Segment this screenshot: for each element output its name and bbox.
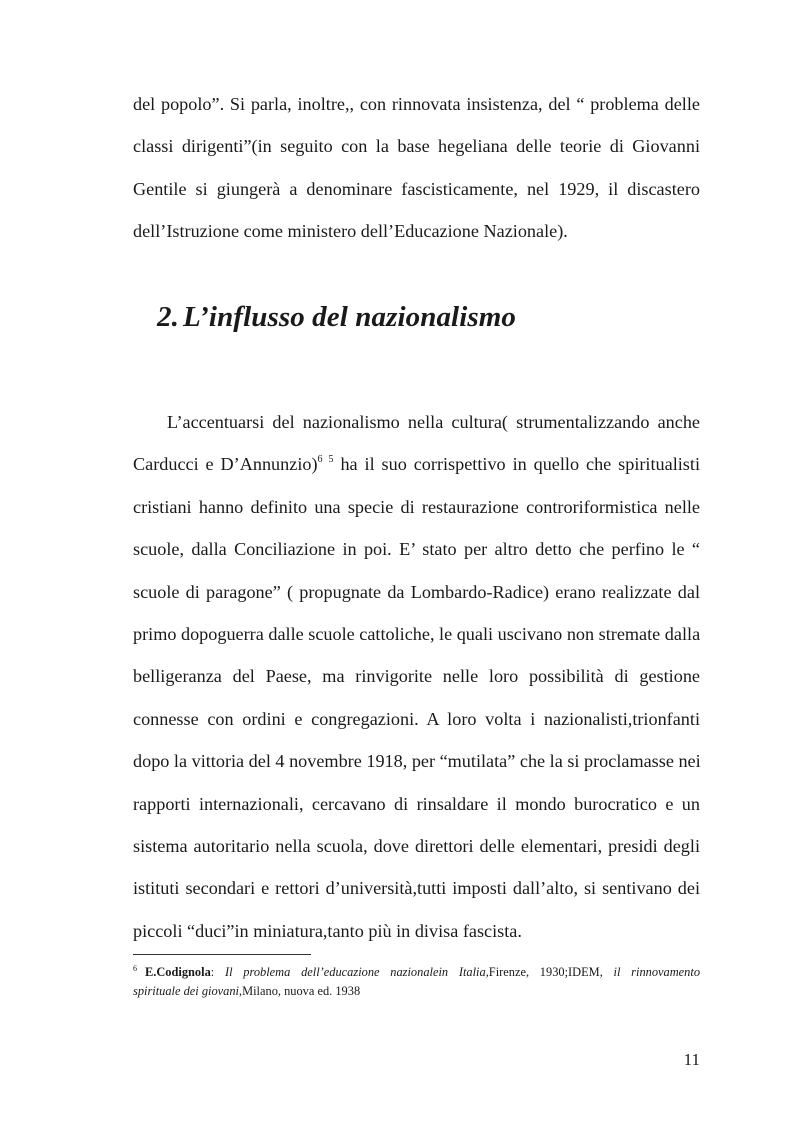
text-line: cristiani hanno definito una specie di restaurazione controriformistica nelle <box>133 496 700 517</box>
footnote-title: il rinnovamento <box>613 965 701 979</box>
text-line: classi dirigenti”(in seguito con la base hegeliana delle teorie di Giovanni <box>133 136 700 157</box>
footnote-title: Il problema dell’educazione nazionalein Italia <box>224 965 486 979</box>
footnote-line <box>133 963 700 982</box>
text-segment: ha il suo corrispettivo in quello che spiritualisti <box>333 454 700 475</box>
text-line: rapporti internazionali, cercavano di rinsaldare il mondo burocratico e un <box>133 793 700 814</box>
footnote-divider <box>133 954 311 955</box>
text-segment: Carducci e D’Annunzio) <box>133 454 318 475</box>
footnote-ref: 5 <box>328 454 334 466</box>
text-line: dell’Istruzione come ministero dell’Educazione Nazionale). <box>133 221 568 242</box>
text-line: scuole, dalla Conciliazione in poi. E’ stato per altro detto che perfino le “ <box>133 539 700 560</box>
text-line: sistema autoritario nella scuola, dove direttori delle elementari, presidi degli <box>133 835 700 856</box>
text-line: belligeranza del Paese, ma rinvigorite nelle loro possibilità di gestione <box>133 666 700 687</box>
text-line: scuole di paragone” ( propugnate da Lombardo-Radice) erano realizzate dal <box>133 581 700 602</box>
section-title: L’influsso del nazionalismo <box>182 301 517 333</box>
text-line: connesse con ordini e congregazioni. A loro volta i nazionalisti,trionfanti <box>133 708 700 729</box>
footnote-separator: : <box>210 965 225 979</box>
footnote-title: spirituale dei giovani <box>133 983 239 998</box>
page-number: 11 <box>683 1050 700 1069</box>
text-line: primo dopoguerra dalle scuole cattoliche, le quali uscivano non stremate dalla <box>133 623 701 644</box>
text-line: piccoli “duci”in miniatura,tanto più in divisa fascista. <box>133 920 522 941</box>
footnote <box>133 963 700 1000</box>
section-heading <box>157 301 516 334</box>
footnote-ref: 6 <box>317 454 323 466</box>
footnote-text: ,Milano, nuova ed. 1938 <box>239 983 361 998</box>
text-line: del popolo”. Si parla, inoltre,, con rinnovata insistenza, del “ problema delle <box>133 94 700 114</box>
footnote-author: E.Codignola <box>145 965 211 979</box>
section-number: 2. <box>157 301 179 333</box>
text-line: L’accentuarsi del nazionalismo nella cultura( strumentalizzando anche <box>167 412 700 432</box>
paragraph-top <box>133 83 700 253</box>
footnote-marker: 6 <box>133 964 137 973</box>
text-line: Gentile si giungerà a denominare fascisticamente, nel 1929, il discastero <box>133 178 700 199</box>
paragraph-main <box>133 401 700 952</box>
text-line: dopo la vittoria del 4 novembre 1918, per “mutilata” che la si proclamasse nei <box>133 751 701 772</box>
footnote-text: ,Firenze, 1930;IDEM, <box>485 965 614 979</box>
text-line <box>133 443 700 485</box>
footnote-line <box>133 982 700 1001</box>
text-line: istituti secondari e rettori d’università,tutti imposti dall’alto, si sentivano dei <box>133 878 700 899</box>
